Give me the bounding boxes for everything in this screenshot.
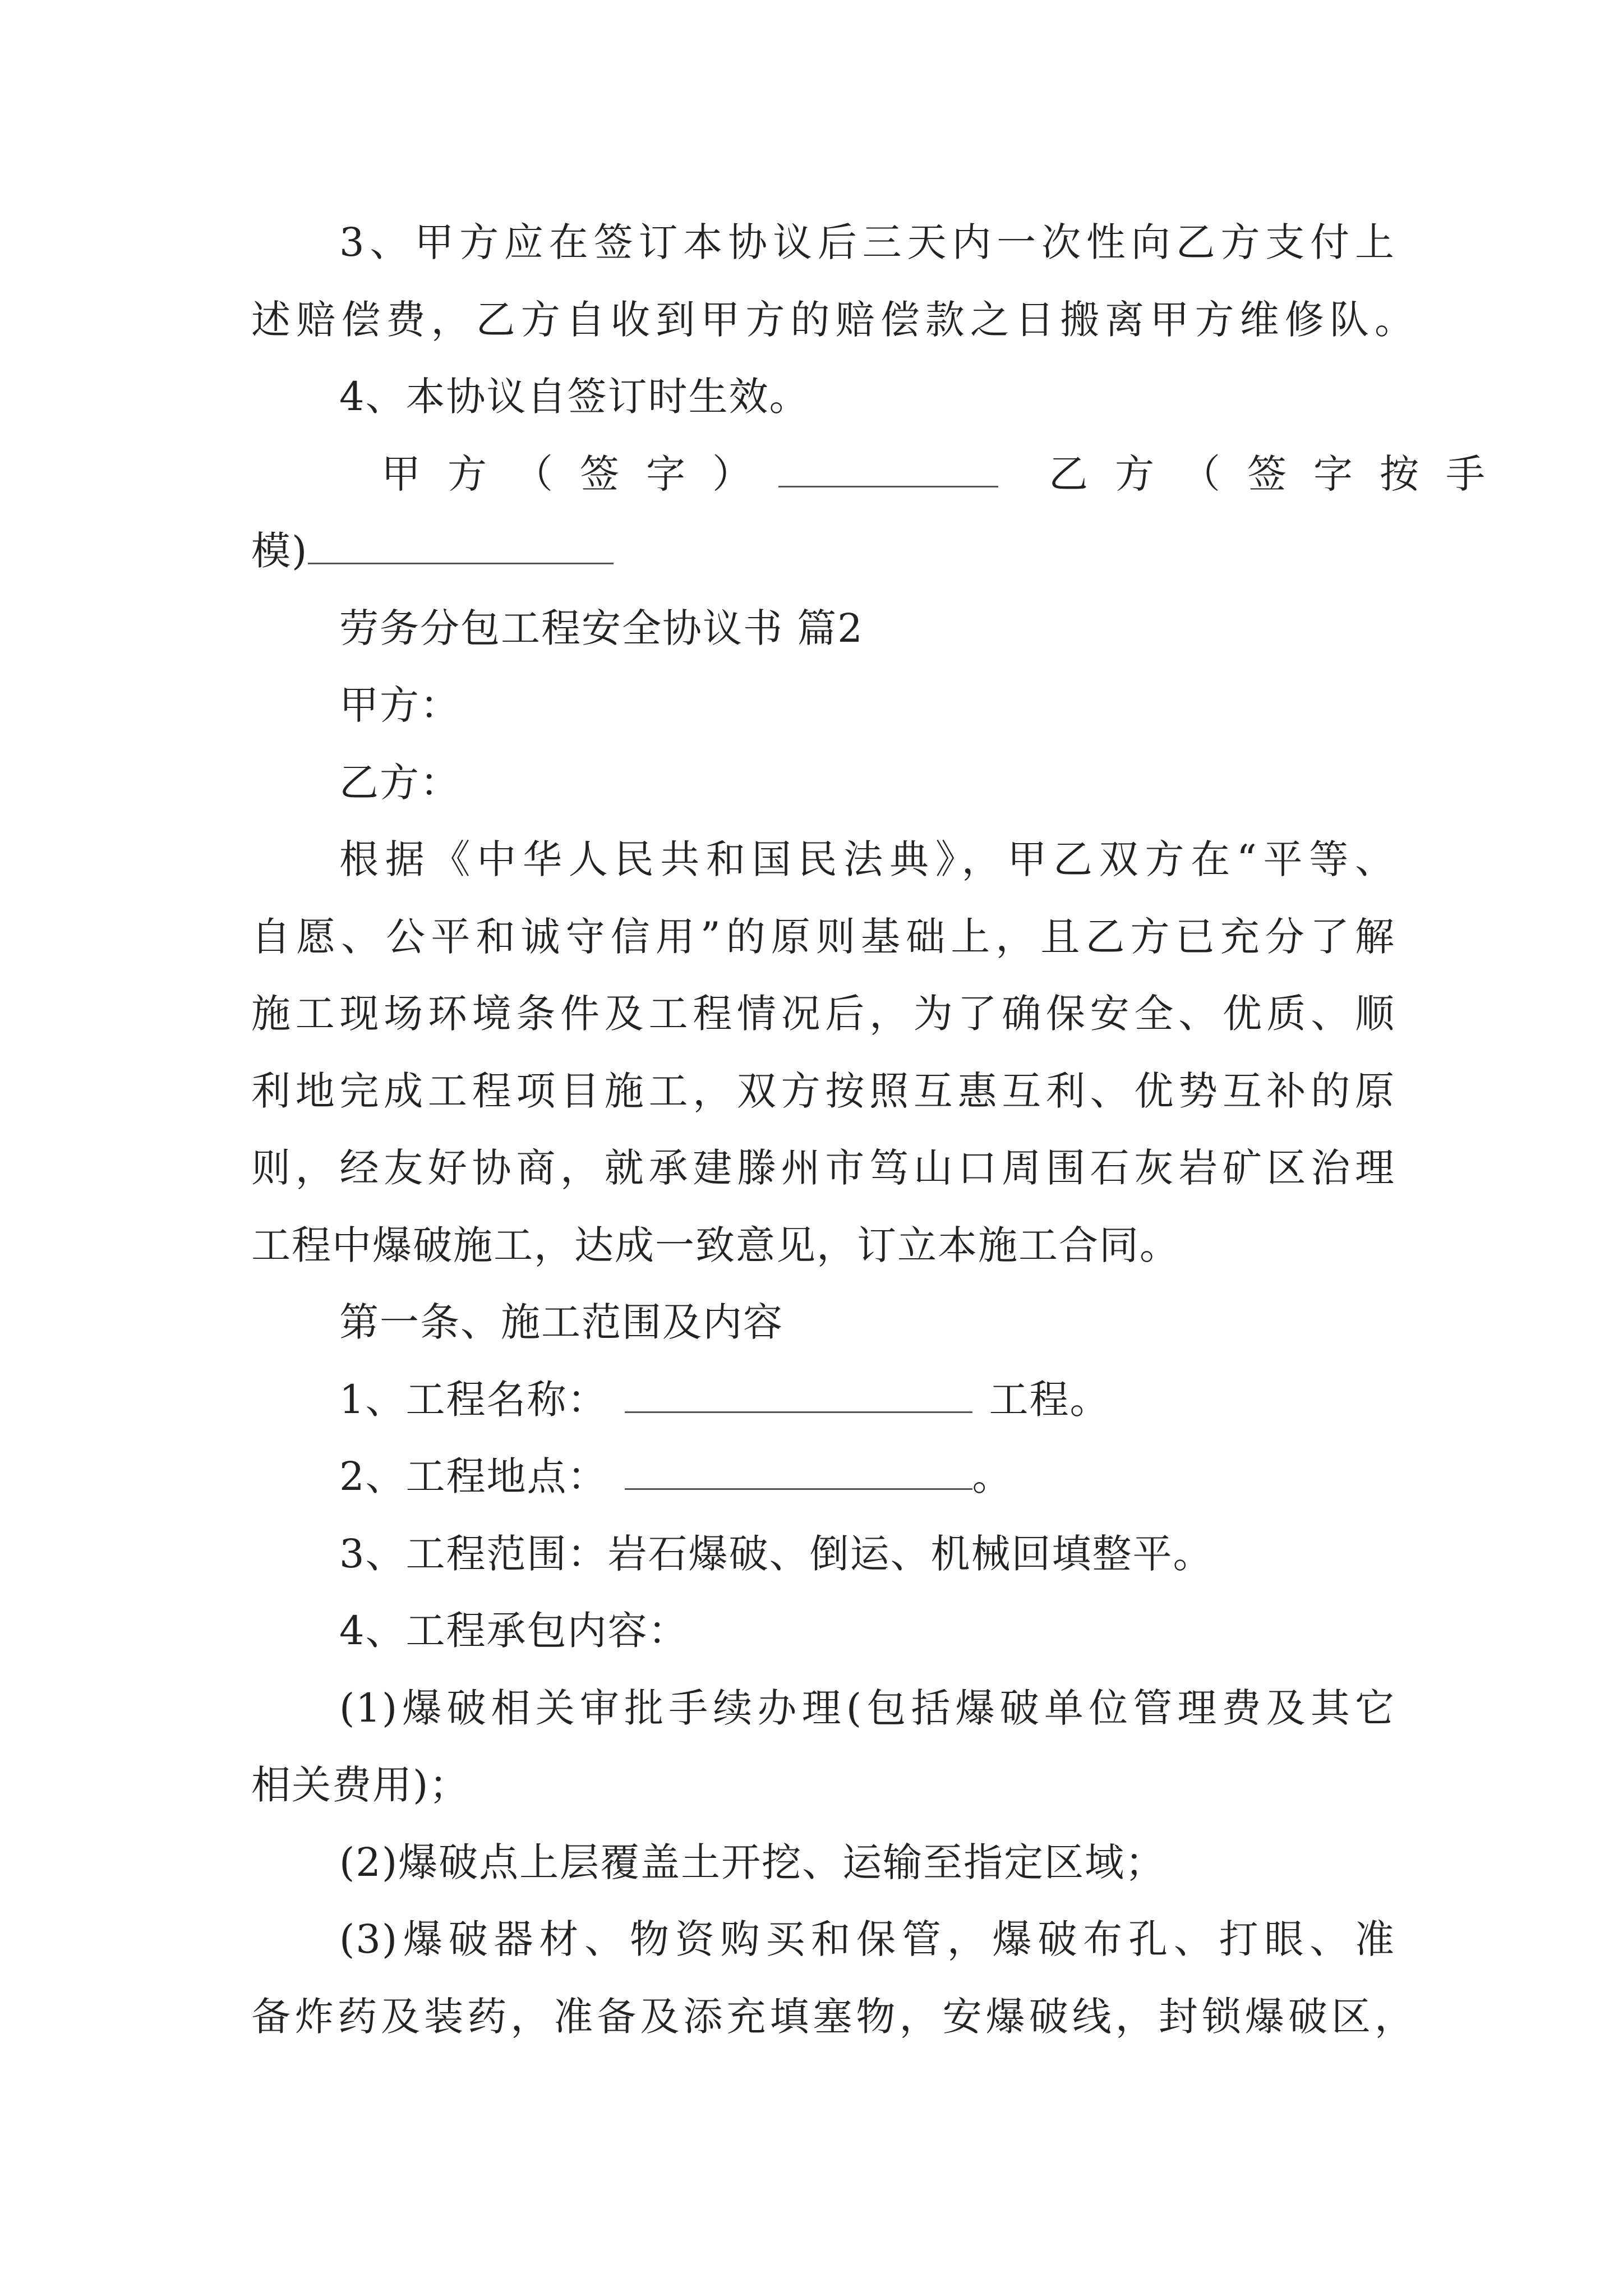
project-location-blank — [625, 1456, 972, 1490]
signature-line — [381, 446, 1512, 502]
party-b-label: 乙方： — [339, 760, 460, 806]
signature-line-cont — [251, 523, 1395, 579]
paragraph-line: 备炸药及装药，准备及添充填塞物，安爆破线，封锁爆破区， — [251, 1994, 1415, 2040]
paragraph-line: (3)爆破器材、物资购买和保管，爆破布孔、打眼、准 — [339, 1916, 1395, 1962]
project-name-line — [339, 1372, 1483, 1428]
project-location-line — [339, 1448, 1483, 1504]
paragraph-line: 4、本协议自签订时生效。 — [339, 374, 810, 420]
party-a-signature-label: 甲方（签字） — [381, 451, 778, 497]
party-a-signature-blank — [778, 453, 998, 487]
paragraph-line: 自愿、公平和诚守信用”的原则基础上，且乙方已充分了解 — [251, 914, 1395, 960]
party-b-signature-blank — [308, 530, 614, 564]
paragraph-line: 则，经友好协商，就承建滕州市笃山口周围石灰岩矿区治理 — [251, 1145, 1395, 1191]
paragraph-line: (2)爆破点上层覆盖土开挖、运输至指定区域； — [339, 1839, 1166, 1885]
paragraph-line: 3、工程范围：岩石爆破、倒运、机械回填整平。 — [339, 1531, 1214, 1577]
paragraph-line: 述赔偿费，乙方自收到甲方的赔偿款之日搬离甲方维修队。 — [251, 297, 1415, 343]
project-name-blank — [625, 1379, 972, 1413]
paragraph-line: 工程中爆破施工，达成一致意见，订立本施工合同。 — [251, 1222, 1180, 1268]
paragraph-line: (1)爆破相关审批手续办理(包括爆破单位管理费及其它 — [339, 1685, 1395, 1731]
party-b-signature-label-end: 模) — [251, 528, 308, 574]
paragraph-line: 施工现场环境条件及工程情况后，为了确保安全、优质、顺 — [251, 991, 1395, 1037]
project-location-suffix: 。 — [972, 1453, 1013, 1499]
section-title: 劳务分包工程安全协议书 篇2 — [339, 605, 864, 651]
party-a-label: 甲方： — [339, 682, 460, 728]
party-b-signature-label: 乙方（签字按手 — [1049, 451, 1512, 497]
paragraph-line: 相关费用)； — [251, 1762, 470, 1808]
article-heading: 第一条、施工范围及内容 — [339, 1299, 783, 1345]
project-name-suffix: 工程。 — [989, 1377, 1110, 1423]
paragraph-line: 3、甲方应在签订本协议后三天内一次性向乙方支付上 — [339, 219, 1395, 265]
project-name-label: 1、工程名称： — [339, 1377, 608, 1423]
paragraph-line: 利地完成工程项目施工，双方按照互惠互利、优势互补的原 — [251, 1068, 1395, 1114]
paragraph-line: 4、工程承包内容： — [339, 1608, 689, 1654]
paragraph-line: 根据《中华人民共和国民法典》，甲乙双方在“平等、 — [339, 836, 1395, 882]
project-location-label: 2、工程地点： — [339, 1453, 608, 1499]
